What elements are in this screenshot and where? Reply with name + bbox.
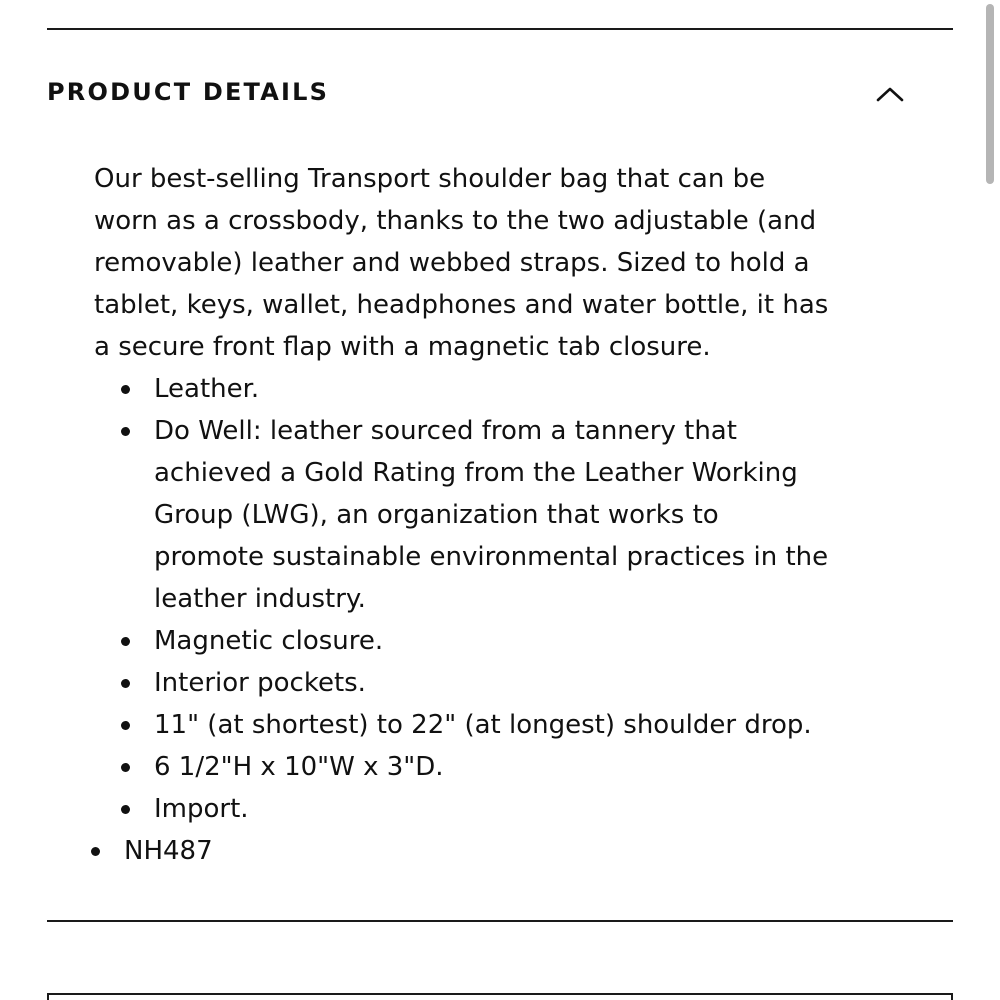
- product-details-content: [94, 158, 874, 872]
- feature-item: Leather.: [154, 368, 874, 410]
- feature-item: 6 1/2"H x 10"W x 3"D.: [154, 746, 874, 788]
- next-section-box[interactable]: [47, 993, 953, 1000]
- chevron-up-icon[interactable]: [872, 80, 908, 108]
- style-number-list: [94, 830, 874, 872]
- feature-item: Magnetic closure.: [154, 620, 874, 662]
- feature-item: Do Well: leather sourced from a tannery that achieved a Gold Rating from the Leather Working Group (LWG), an organization that works to promote sustainable environmental practices in the leather industry.: [154, 410, 874, 620]
- scrollbar-thumb[interactable]: [986, 4, 994, 184]
- feature-item: 11" (at shortest) to 22" (at longest) shoulder drop.: [154, 704, 874, 746]
- accordion-title: PRODUCT DETAILS: [47, 78, 330, 106]
- feature-list: [94, 368, 874, 830]
- product-description: Our best-selling Transport shoulder bag that can be worn as a crossbody, thanks to the two adjustable (and removable) leather and webbed straps. Sized to hold a tablet, keys, wallet, headphones and water bottle, it has a secure front flap with a magnetic tab closure.: [94, 164, 829, 362]
- feature-item: Interior pockets.: [154, 662, 874, 704]
- feature-item: Import.: [154, 788, 874, 830]
- section-divider-bottom: [47, 920, 953, 922]
- style-number: NH487: [124, 830, 874, 872]
